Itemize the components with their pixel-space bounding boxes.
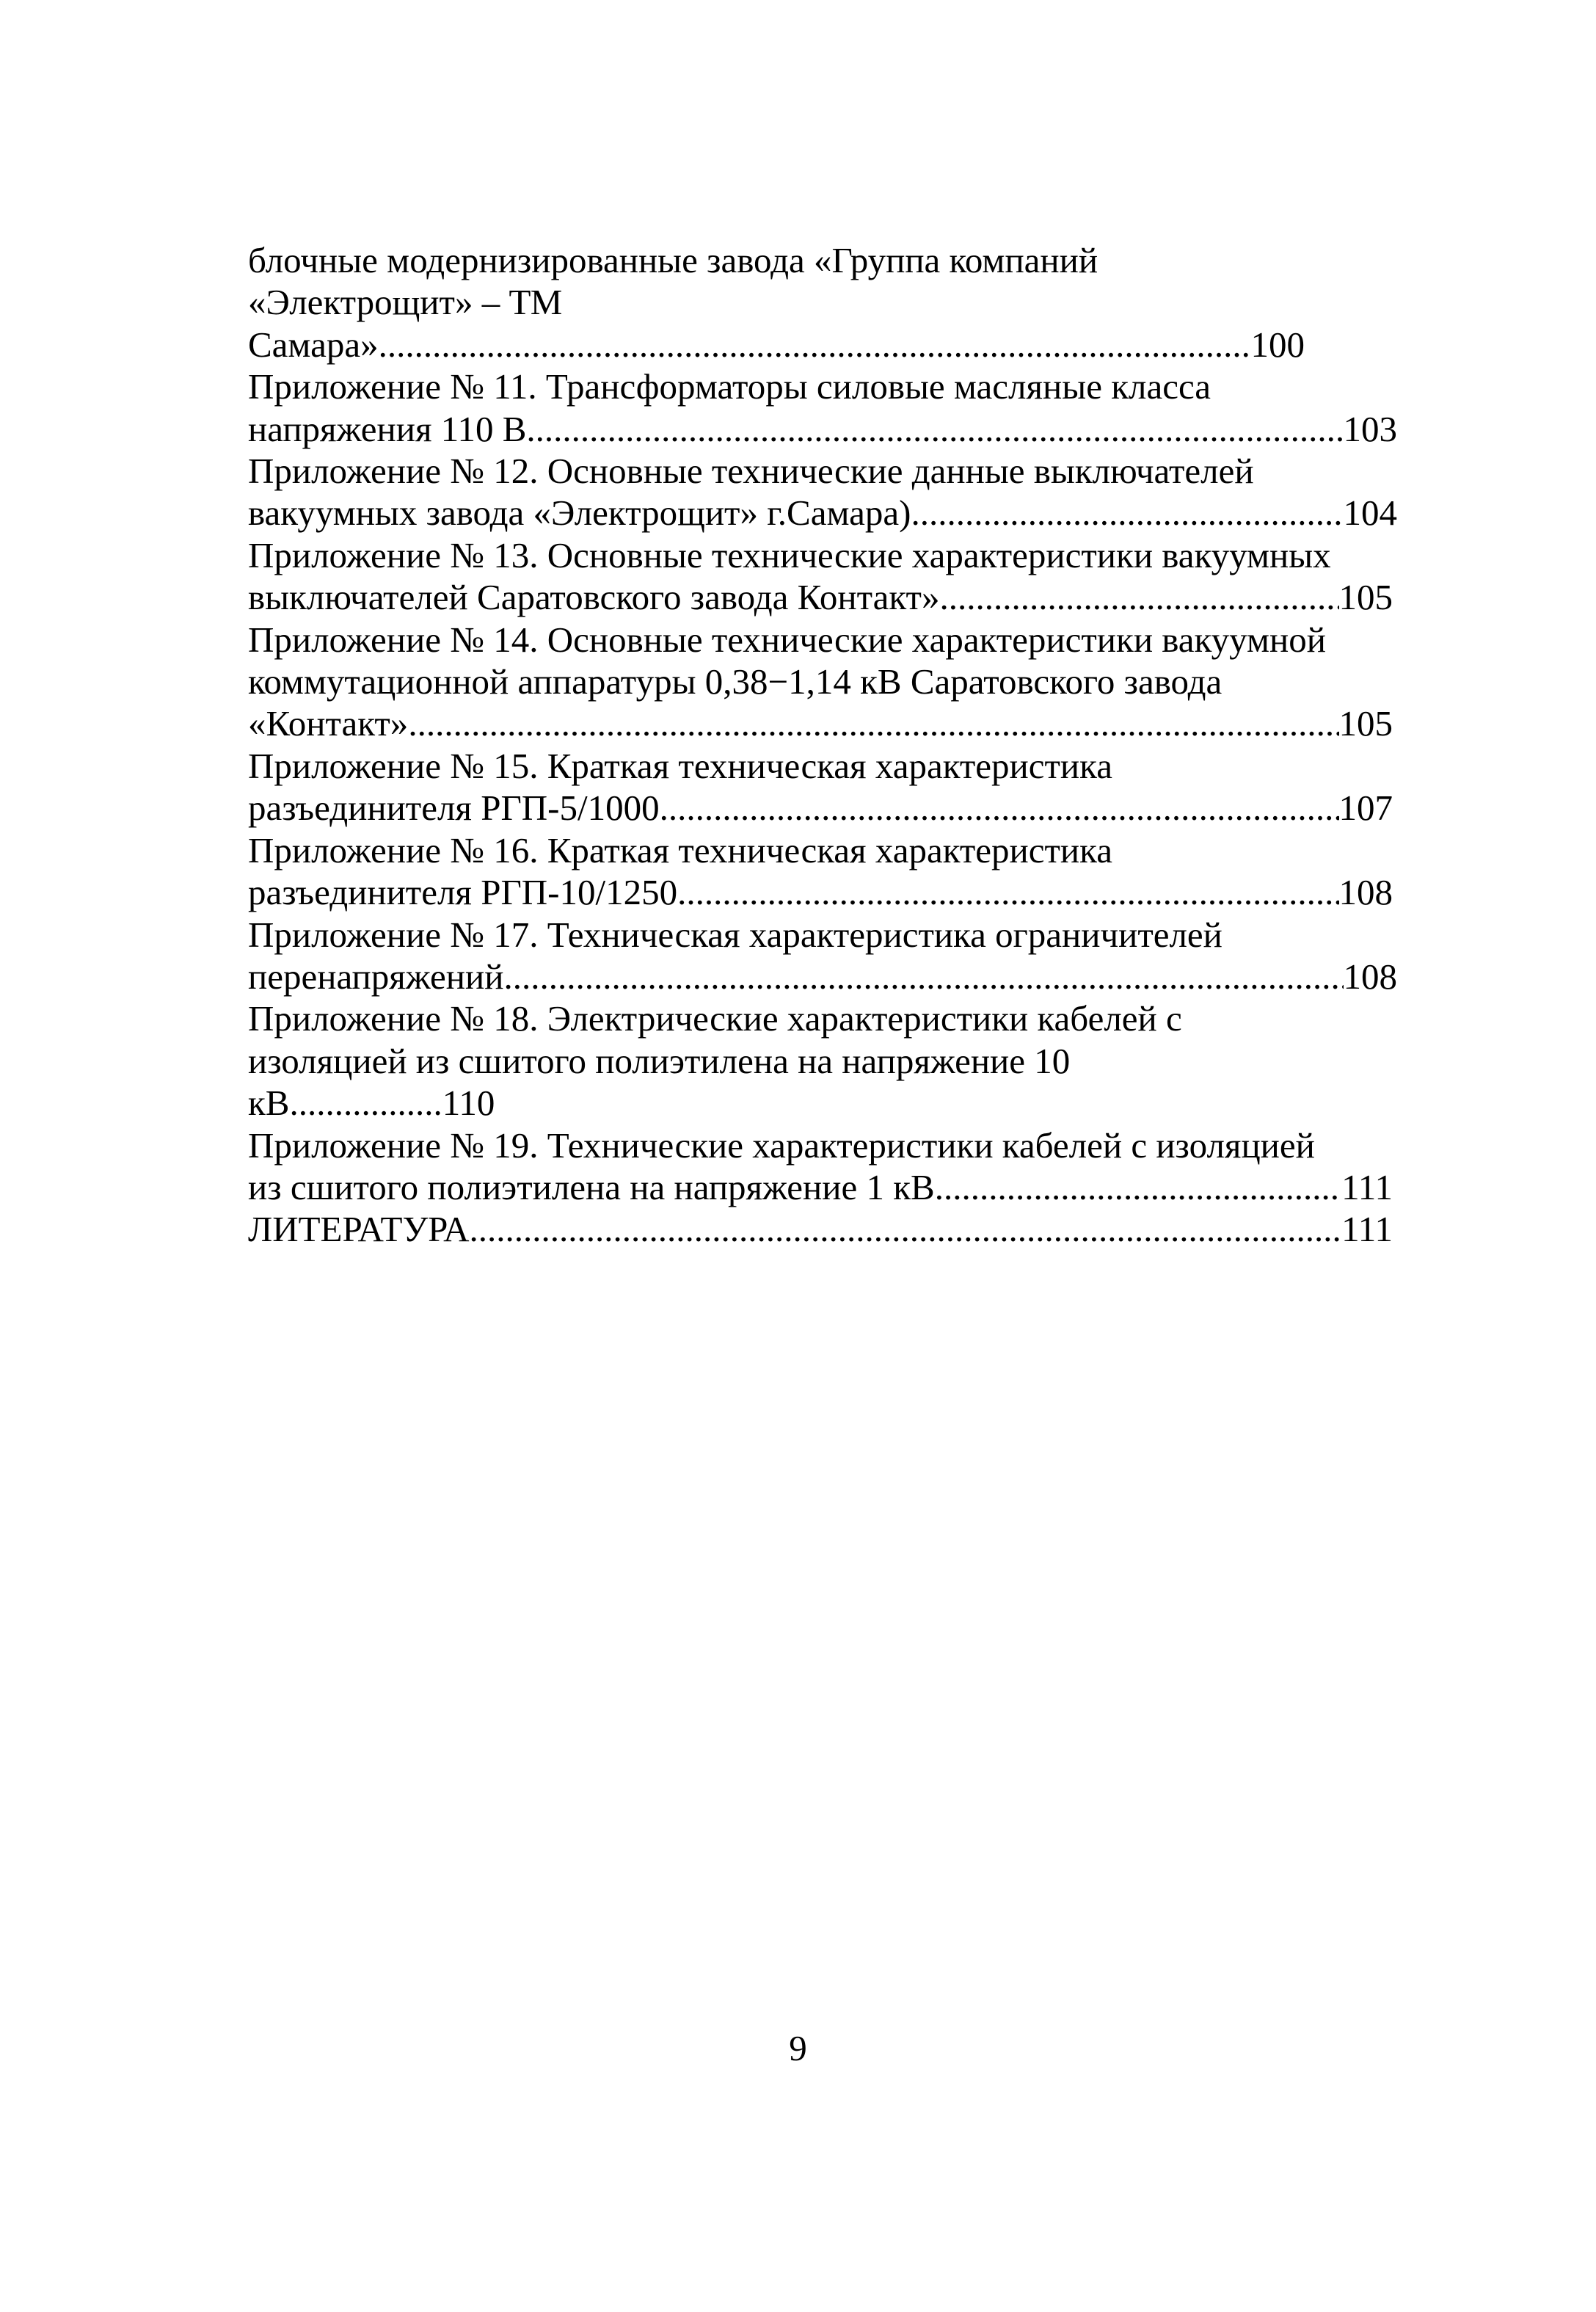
toc-entry-leader-line bbox=[248, 702, 1393, 744]
toc-entry-appendix-14[interactable] bbox=[248, 619, 1415, 745]
toc-entry-text: Самара» bbox=[248, 324, 379, 365]
toc-entry-leader-line bbox=[248, 871, 1393, 913]
toc-entry-line: Приложение № 11. Трансформаторы силовые масляные класса bbox=[248, 366, 1211, 407]
toc-entry-leader-line bbox=[248, 1166, 1393, 1208]
toc-entry-text: из сшитого полиэтилена на напряжение 1 кВ bbox=[248, 1166, 935, 1207]
toc-entry-block-substations[interactable] bbox=[248, 239, 1415, 366]
toc-entry-appendix-18[interactable] bbox=[248, 997, 1415, 1124]
table-of-contents bbox=[248, 239, 1415, 1251]
toc-entry-line: Приложение № 17. Техническая характеристика ограничителей bbox=[248, 914, 1222, 955]
dot-leader: ................. bbox=[289, 1083, 442, 1124]
toc-entry-leader-line bbox=[248, 1208, 1393, 1250]
toc-page-number: 107 bbox=[1338, 788, 1393, 829]
toc-entry-appendix-17[interactable] bbox=[248, 914, 1415, 998]
toc-entry-appendix-19[interactable] bbox=[248, 1124, 1415, 1209]
toc-page-number: 100 bbox=[1250, 324, 1305, 365]
toc-entry-line: «Электрощит» – ТМ bbox=[248, 282, 563, 323]
toc-entry-appendix-11[interactable] bbox=[248, 366, 1415, 450]
toc-entry-line: блочные модернизированные завода «Группа компаний bbox=[248, 240, 1098, 280]
toc-entry-text: кВ bbox=[248, 1083, 290, 1124]
toc-entry-text: разъединителя РГП-5/1000 bbox=[248, 788, 660, 829]
dot-leader bbox=[503, 956, 1343, 997]
dot-leader bbox=[677, 871, 1338, 913]
toc-entry-leader-line bbox=[248, 956, 1397, 997]
dot-leader bbox=[536, 408, 1344, 450]
dot-leader bbox=[935, 1166, 1341, 1208]
toc-entry-leader-line bbox=[248, 492, 1397, 534]
toc-page-number: 105 bbox=[1338, 703, 1393, 744]
toc-entry-text: перенапряжений bbox=[248, 956, 504, 997]
toc-entry-text: напряжения 110 В. bbox=[248, 408, 536, 449]
dot-leader bbox=[939, 576, 1338, 618]
toc-entry-text: вакуумных завода «Электрощит» г.Самара). bbox=[248, 492, 920, 534]
dot-leader bbox=[379, 324, 1251, 366]
toc-page-number: 108 bbox=[1338, 872, 1393, 913]
toc-entry-leader-line bbox=[248, 576, 1393, 618]
toc-entry-line: Приложение № 16. Краткая техническая характеристика bbox=[248, 829, 1112, 870]
toc-page-number: 108 bbox=[1343, 956, 1397, 997]
toc-entry-line: Приложение № 18. Электрические характеристики кабелей с bbox=[248, 998, 1182, 1039]
dot-leader bbox=[470, 1208, 1342, 1250]
toc-page-number: 110 bbox=[442, 1083, 495, 1124]
toc-page-number: 105 bbox=[1338, 577, 1393, 618]
page-number: 9 bbox=[789, 2028, 807, 2068]
toc-entry-leader-line bbox=[248, 408, 1397, 450]
toc-entry-appendix-15[interactable] bbox=[248, 745, 1415, 829]
toc-entry-leader-line bbox=[248, 324, 1305, 366]
toc-entry-line: изоляцией из сшитого полиэтилена на напряжение 10 bbox=[248, 1040, 1071, 1081]
toc-entry-appendix-13[interactable] bbox=[248, 534, 1415, 619]
dot-leader bbox=[408, 702, 1338, 744]
toc-entry-text: разъединителя РГП-10/1250 bbox=[248, 872, 678, 913]
toc-entry-appendix-12[interactable] bbox=[248, 450, 1415, 534]
toc-entry-text: выключателей Саратовского завода Контакт» bbox=[248, 577, 940, 618]
toc-entry-line: Приложение № 13. Основные технические характеристики вакуумных bbox=[248, 534, 1331, 575]
toc-page-number: 104 bbox=[1343, 492, 1397, 534]
toc-page-number: 111 bbox=[1341, 1166, 1393, 1207]
toc-entry-text: ЛИТЕРАТУРА bbox=[248, 1209, 470, 1250]
toc-page-number: 111 bbox=[1341, 1209, 1393, 1250]
toc-page-number: 103 bbox=[1343, 408, 1397, 449]
toc-entry-leader-line bbox=[248, 787, 1393, 829]
toc-entry-appendix-16[interactable] bbox=[248, 829, 1415, 914]
dot-leader bbox=[660, 787, 1339, 829]
toc-entry-line: Приложение № 12. Основные технические данные выключателей bbox=[248, 451, 1254, 492]
toc-entry-line: Приложение № 15. Краткая техническая характеристика bbox=[248, 745, 1112, 786]
toc-entry-line: коммутационной аппаратуры 0,38−1,14 кВ Саратовского завода bbox=[248, 661, 1222, 702]
toc-entry-line: Приложение № 19. Технические характеристики кабелей с изоляцией bbox=[248, 1124, 1315, 1166]
toc-entry-leader-line bbox=[248, 1082, 1415, 1124]
toc-entry-text: «Контакт» bbox=[248, 703, 409, 744]
toc-entry-line: Приложение № 14. Основные технические характеристики вакуумной bbox=[248, 619, 1326, 660]
toc-entry-literature[interactable] bbox=[248, 1208, 1415, 1250]
dot-leader bbox=[920, 492, 1344, 534]
